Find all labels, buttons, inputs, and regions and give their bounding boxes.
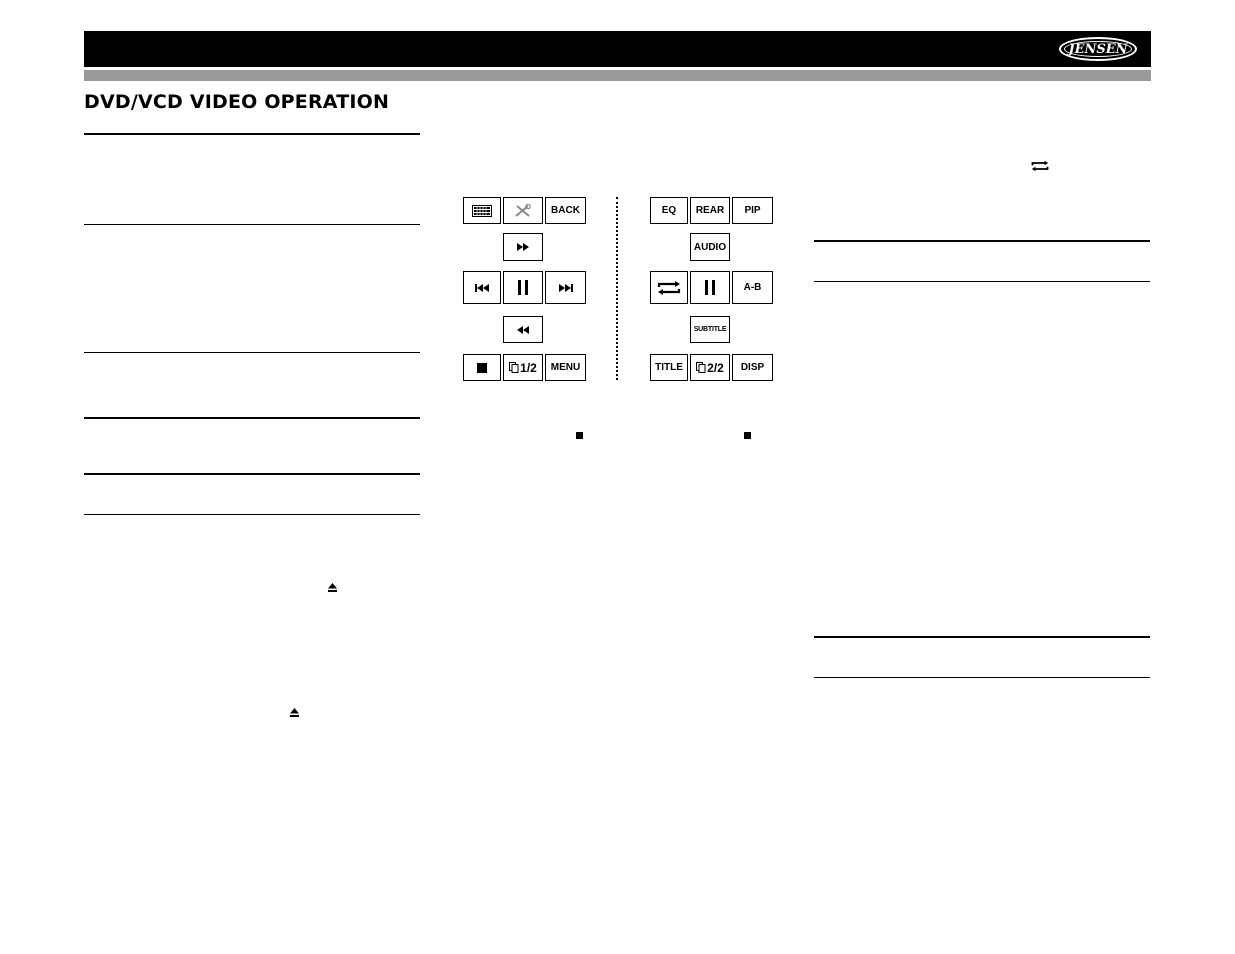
- rear-button[interactable]: [690, 197, 730, 224]
- section-rule: [84, 224, 420, 225]
- section-rule: [814, 636, 1150, 638]
- page-2-label: 2/2: [707, 360, 724, 375]
- keyboard-icon: [472, 205, 492, 217]
- back-button[interactable]: [545, 197, 586, 224]
- repeat-button[interactable]: [650, 271, 688, 304]
- a-b-label: A-B: [743, 282, 762, 293]
- page-icon: [696, 362, 706, 373]
- next-button[interactable]: [545, 271, 586, 304]
- rewind-icon: [517, 326, 529, 334]
- audio-label: AUDIO: [693, 241, 727, 253]
- pip-label: PIP: [744, 205, 761, 216]
- stop-icon: [576, 432, 583, 439]
- eq-label: EQ: [661, 205, 677, 216]
- fast-forward-icon: [517, 243, 529, 251]
- section-rule: [814, 677, 1150, 678]
- section-rule: [84, 417, 420, 419]
- menu-button[interactable]: [545, 354, 586, 381]
- previous-button[interactable]: [463, 271, 501, 304]
- section-rule: [84, 352, 420, 353]
- pause-icon: [705, 280, 715, 295]
- disp-label: DISP: [740, 362, 765, 373]
- settings-tools-icon: [514, 204, 532, 218]
- pause-icon: [518, 280, 528, 295]
- page-1-label: 1/2: [520, 360, 537, 375]
- menu-label: MENU: [550, 362, 581, 373]
- repeat-icon: [1031, 160, 1049, 172]
- fast-forward-button[interactable]: [503, 233, 543, 261]
- section-rule: [84, 473, 420, 475]
- eject-icon: [328, 583, 337, 592]
- eq-button[interactable]: [650, 197, 688, 224]
- pause-button-2[interactable]: [690, 271, 730, 304]
- section-rule: [84, 133, 420, 135]
- section-rule: [814, 281, 1150, 282]
- subtitle-button[interactable]: [690, 316, 730, 343]
- keyboard-button[interactable]: [463, 197, 501, 224]
- pause-button[interactable]: [503, 271, 543, 304]
- audio-button[interactable]: [690, 233, 730, 261]
- repeat-icon: [657, 281, 681, 295]
- section-rule: [814, 240, 1150, 242]
- logo-text: JENSEN: [1068, 41, 1128, 57]
- a-b-button[interactable]: [732, 271, 773, 304]
- title-button[interactable]: [650, 354, 688, 381]
- jensen-logo: [1059, 37, 1137, 61]
- header-sub-bar: [84, 70, 1151, 81]
- back-label: BACK: [551, 205, 580, 216]
- eject-icon: [290, 708, 299, 717]
- settings-button[interactable]: [503, 197, 543, 224]
- keypad-divider: [616, 197, 618, 380]
- page-icon: [509, 362, 519, 373]
- page-2-button[interactable]: [690, 354, 730, 381]
- skip-previous-icon: [475, 284, 489, 292]
- stop-icon: [744, 432, 751, 439]
- header-bar: [84, 31, 1151, 67]
- page-title: DVD/VCD VIDEO OPERATION: [84, 91, 390, 113]
- section-rule: [84, 514, 420, 515]
- page-1-button[interactable]: [503, 354, 543, 381]
- subtitle-label: SUBTITLE: [693, 326, 727, 333]
- disp-button[interactable]: [732, 354, 773, 381]
- rear-label: REAR: [695, 205, 725, 216]
- stop-button[interactable]: [463, 354, 501, 381]
- title-label: TITLE: [655, 362, 683, 373]
- skip-next-icon: [559, 284, 573, 292]
- rewind-button[interactable]: [503, 316, 543, 343]
- stop-icon: [477, 363, 487, 373]
- pip-button[interactable]: [732, 197, 773, 224]
